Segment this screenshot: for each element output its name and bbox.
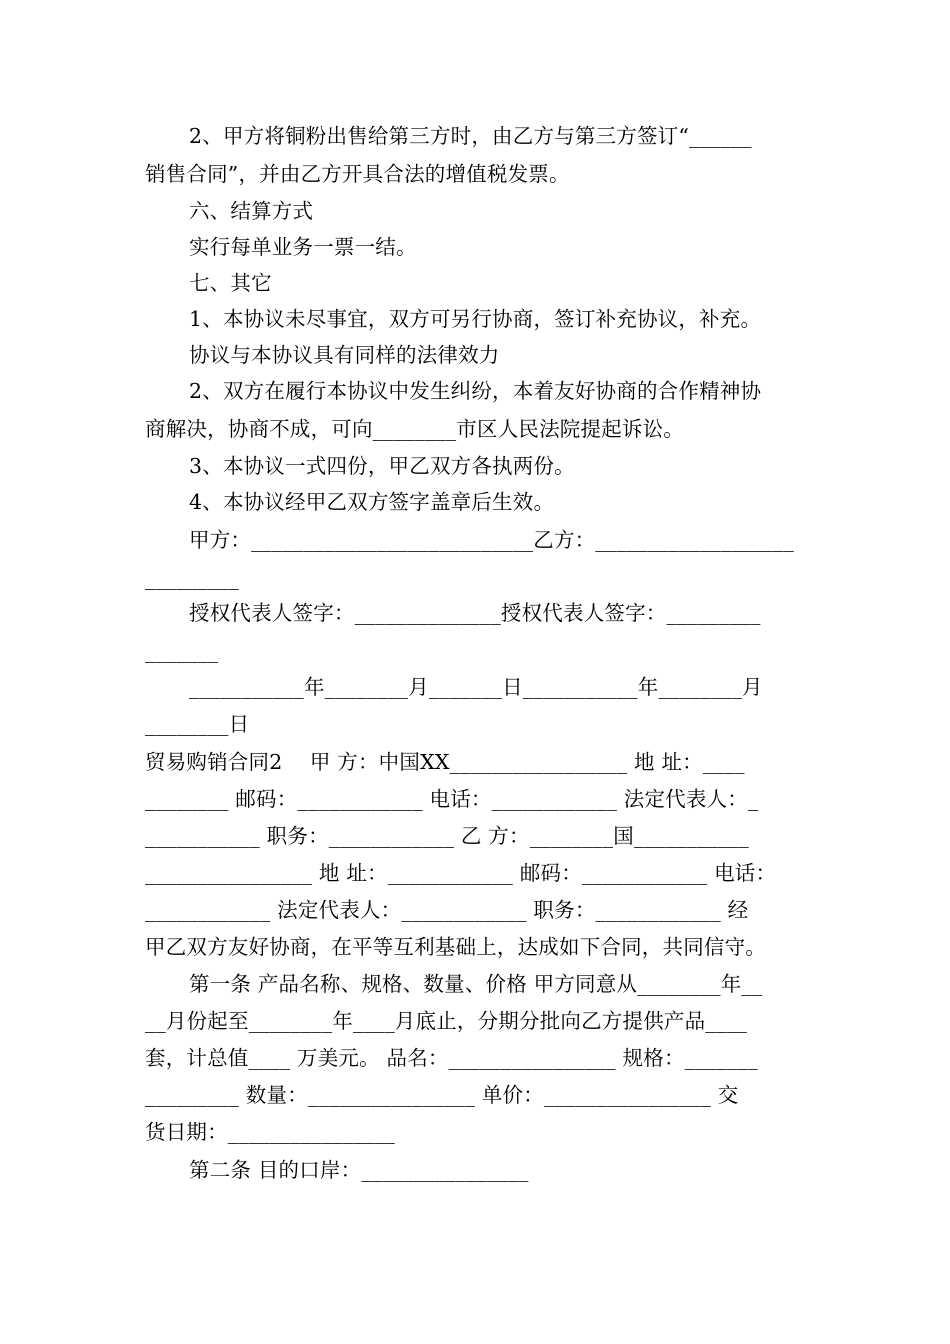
signature-dates-cont: ________日 [145,712,250,736]
clause-2-continued: 销售合同”，并由乙方开具合法的增值税发票。 [145,162,570,186]
section-6-text: 实行每单业务一票一结。 [189,235,417,259]
article-1-value: 套，计总值____ 万美元。 品名：________________ 规格：_______ [145,1046,758,1070]
signature-parties: 甲方：___________________________乙方：___________________ [189,528,794,552]
contract-2-header: 贸易购销合同2 甲 方：中国XX_________________ 地 址：____ [145,750,745,774]
section-7-item-2: 2、双方在履行本协议中发生纠纷，本着友好协商的合作精神协 [189,379,762,403]
section-7-item-2-cont: 商解决，协商不成，可向________市区人民法院提起诉讼。 [145,417,684,441]
section-7-item-3: 3、本协议一式四份，甲乙双方各执两份。 [189,454,575,478]
article-1-period: __月份起至________年____月底止，分期分批向乙方提供产品____ [145,1009,748,1033]
party-a-details: ________ 邮码：____________ 电话：____________ 法定代表人：_ [145,787,759,811]
article-2-port: 第二条 目的口岸：________________ [189,1158,529,1182]
party-b-details: ___________ 职务：____________ 乙 方：________国___________ [145,824,749,848]
article-1-quantity-price: _________ 数量：________________ 单价：________________ 交 [145,1083,739,1107]
section-7-heading: 七、其它 [189,271,272,295]
section-6-heading: 六、结算方式 [189,199,314,223]
signature-parties-cont: _________ [145,566,240,590]
signature-representatives-cont: _______ [145,639,219,663]
agreement-statement: 甲乙双方友好协商，在平等互利基础上，达成如下合同，共同信守。 [145,935,766,959]
clause-2-sale-third-party: 2、甲方将铜粉出售给第三方时，由乙方与第三方签订“______ [189,124,752,148]
party-b-address: ________________ 地 址：____________ 邮码：____________ 电话： [145,861,777,885]
party-b-representative: ____________ 法定代表人：____________ 职务：____________ 经 [145,898,749,922]
article-1-delivery-date: 货日期：________________ [145,1120,395,1144]
article-1-heading: 第一条 产品名称、规格、数量、价格 甲方同意从________年__ [189,972,763,996]
signature-representatives: 授权代表人签字：______________授权代表人签字：_________ [189,601,761,625]
signature-dates: ___________年________月_______日___________年________月 [189,675,763,699]
section-7-item-4: 4、本协议经甲乙双方签字盖章后生效。 [189,490,555,514]
section-7-item-1: 1、本协议未尽事宜，双方可另行协商，签订补充协议，补充。 [189,307,762,331]
section-7-item-1-cont: 协议与本协议具有同样的法律效力 [189,343,500,367]
